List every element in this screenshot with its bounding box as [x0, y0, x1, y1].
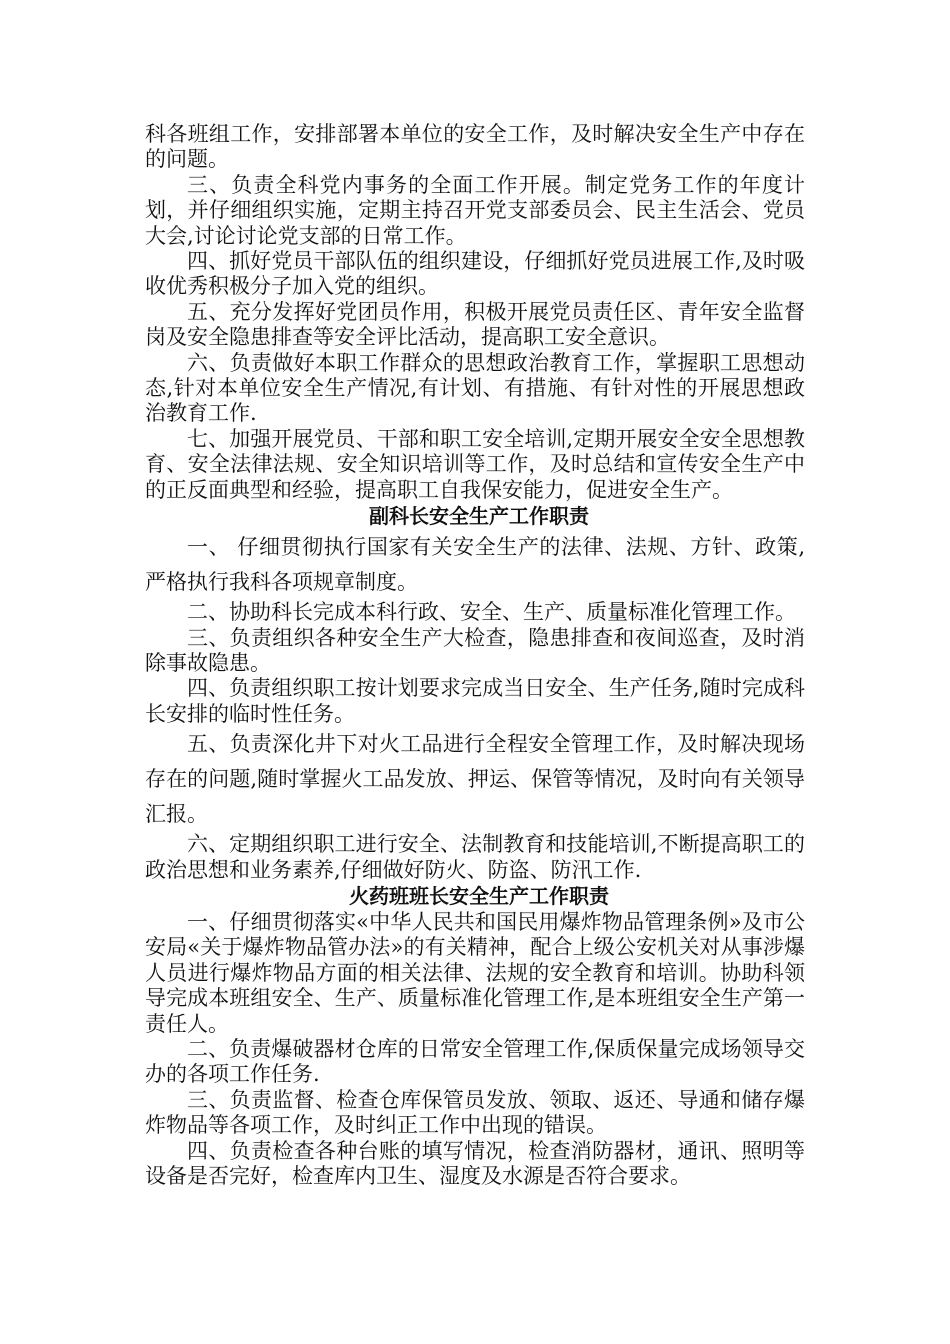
paragraph-item-2: 二、负责爆破器材仓库的日常安全管理工作,保质保量完成场领导交办的各项工作任务.: [145, 1036, 805, 1087]
section-heading-explosives-team-leader: 火药班班长安全生产工作职责: [349, 883, 609, 908]
paragraph-item-2: 二、协助科长完成本科行政、安全、生产、质量标准化管理工作。: [187, 600, 796, 625]
paragraph-item-4: 四、抓好党员干部队伍的组织建设，仔细抓好党员进展工作,及时吸收优秀积极分子加入党的组织。: [145, 249, 805, 299]
paragraph-item-4: 四、负责组织职工按计划要求完成当日安全、生产任务,随时完成科长安排的临时性任务。: [145, 676, 805, 726]
paragraph-item-5: 五、负责深化井下对火工品进行全程安全管理工作，及时解决现场存在的问题,随时掌握火工品发放、押运、保管等情况，及时向有关领导汇报。: [145, 732, 805, 827]
paragraph-item-5: 五、充分发挥好党团员作用，积极开展党员责任区、青年安全监督岗及安全隐患排查等安全评比活动，提高职工安全意识。: [145, 299, 805, 350]
paragraph-item-1: 一、仔细贯彻落实«中华人民共和国民用爆炸物品管理条例»及市公安局«关于爆炸物品管办法»的有关精神，配合上级公安机关对从事涉爆人员进行爆炸物品方面的相关法律、法规的安全教育和培训。协助科领导完成本班组安全、生产、质量标准化管理工作,是本班组安全生产第一责任人。: [145, 909, 805, 1036]
paragraph-item-3: 三、负责组织各种安全生产大检查，隐患排查和夜间巡查，及时消除事故隐患。: [145, 625, 805, 675]
paragraph-item-3: 三、负责监督、检查仓库保管员发放、领取、返还、导通和储存爆炸物品等各项工作，及时纠正工作中出现的错误。: [145, 1087, 805, 1138]
section-heading-deputy-chief: 副科长安全生产工作职责: [369, 504, 589, 529]
paragraph-item-7: 七、加强开展党员、干部和职工安全培训,定期开展安全安全思想教育、安全法律法规、安全知识培训等工作，及时总结和宣传安全生产中的正反面典型和经验，提高职工自我保安能力，促进安全生产。: [145, 426, 805, 502]
paragraph-item-1: 一、 仔细贯彻执行国家有关安全生产的法律、法规、方针、政策,严格执行我科各项规章制度。: [145, 535, 805, 595]
paragraph-item-6: 六、负责做好本职工作群众的思想政治教育工作，掌握职工思想动态,针对本单位安全生产情况,有计划、有措施、有针对性的开展思想政治教育工作.: [145, 350, 805, 426]
paragraph-continued: 科各班组工作，安排部署本单位的安全工作，及时解决安全生产中存在的问题。: [145, 122, 805, 172]
document-page: [145, 122, 805, 1189]
paragraph-item-3: 三、负责全科党内事务的全面工作开展。制定党务工作的年度计划，并仔细组织实施，定期主持召开党支部委员会、民主生活会、党员大会,讨论讨论党支部的日常工作。: [145, 172, 805, 248]
paragraph-item-4: 四、负责检查各种台账的填写情况，检查消防器材，通讯、照明等设备是否完好，检查库内卫生、湿度及水源是否符合要求。: [145, 1138, 805, 1188]
paragraph-item-6: 六、定期组织职工进行安全、法制教育和技能培训,不断提高职工的政治思想和业务素养,仔细做好防火、防盗、防汛工作.: [145, 832, 805, 882]
